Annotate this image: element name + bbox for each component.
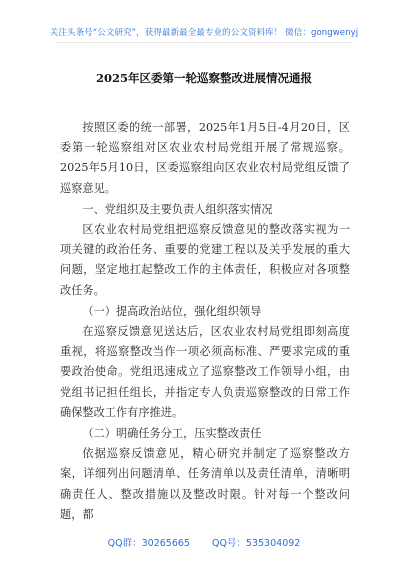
footer-qq-group: QQ群：30265665 — [107, 538, 190, 549]
subsection-heading-2: （二）明确任务分工，压实整改责任 — [82, 427, 262, 441]
section-heading-1: 一、党组织及主要负责人组织落实情况 — [82, 202, 273, 216]
header-divider — [56, 42, 352, 43]
paragraph-intro: 按照区委的统一部署，2025年1月5日-4月20日，区委第一轮巡察组对区农业农村局党组开展了常规巡察。2025年5月10日，区委巡察组向区农业农村局党组反馈了巡察意见。 — [60, 121, 350, 195]
footer-contact — [0, 535, 408, 549]
footer-qq-number: QQ号：535304092 — [211, 538, 301, 549]
document-title: 2025年区委第一轮巡察整改进展情况通报 — [95, 71, 312, 85]
header-banner: 关注头条号“公文研究”，获得最新最全最专业的公文资料库！ 微信：gongwenyj — [49, 28, 359, 38]
paragraph-subsection-2: 依据巡察反馈意见，精心研究并制定了巡察整改方案，详细列出问题清单、任务清单以及责任清单，清晰明确责任人、整改措施以及整改时限。针对每一个整改问题，都 — [60, 447, 350, 521]
paragraph-section-1: 区农业农村局党组把巡察反馈意见的整改落实视为一项关键的政治任务、重要的党建工程以及关乎发展的重大问题，坚定地扛起整改工作的主体责任，积极应对各项整改任务。 — [60, 223, 350, 297]
subsection-heading-1: （一）提高政治站位，强化组织领导 — [82, 304, 262, 318]
paragraph-subsection-1: 在巡察反馈意见送达后，区农业农村局党组即刻高度重视，将巡察整改当作一项必须高标准、严要求完成的重要政治使命。党组迅速成立了巡察整改工作领导小组，由党组书记担任组长，并指定专人负责巡察整改的日常工作确保整改工作有序推进。 — [60, 325, 350, 419]
document-body — [60, 118, 350, 525]
